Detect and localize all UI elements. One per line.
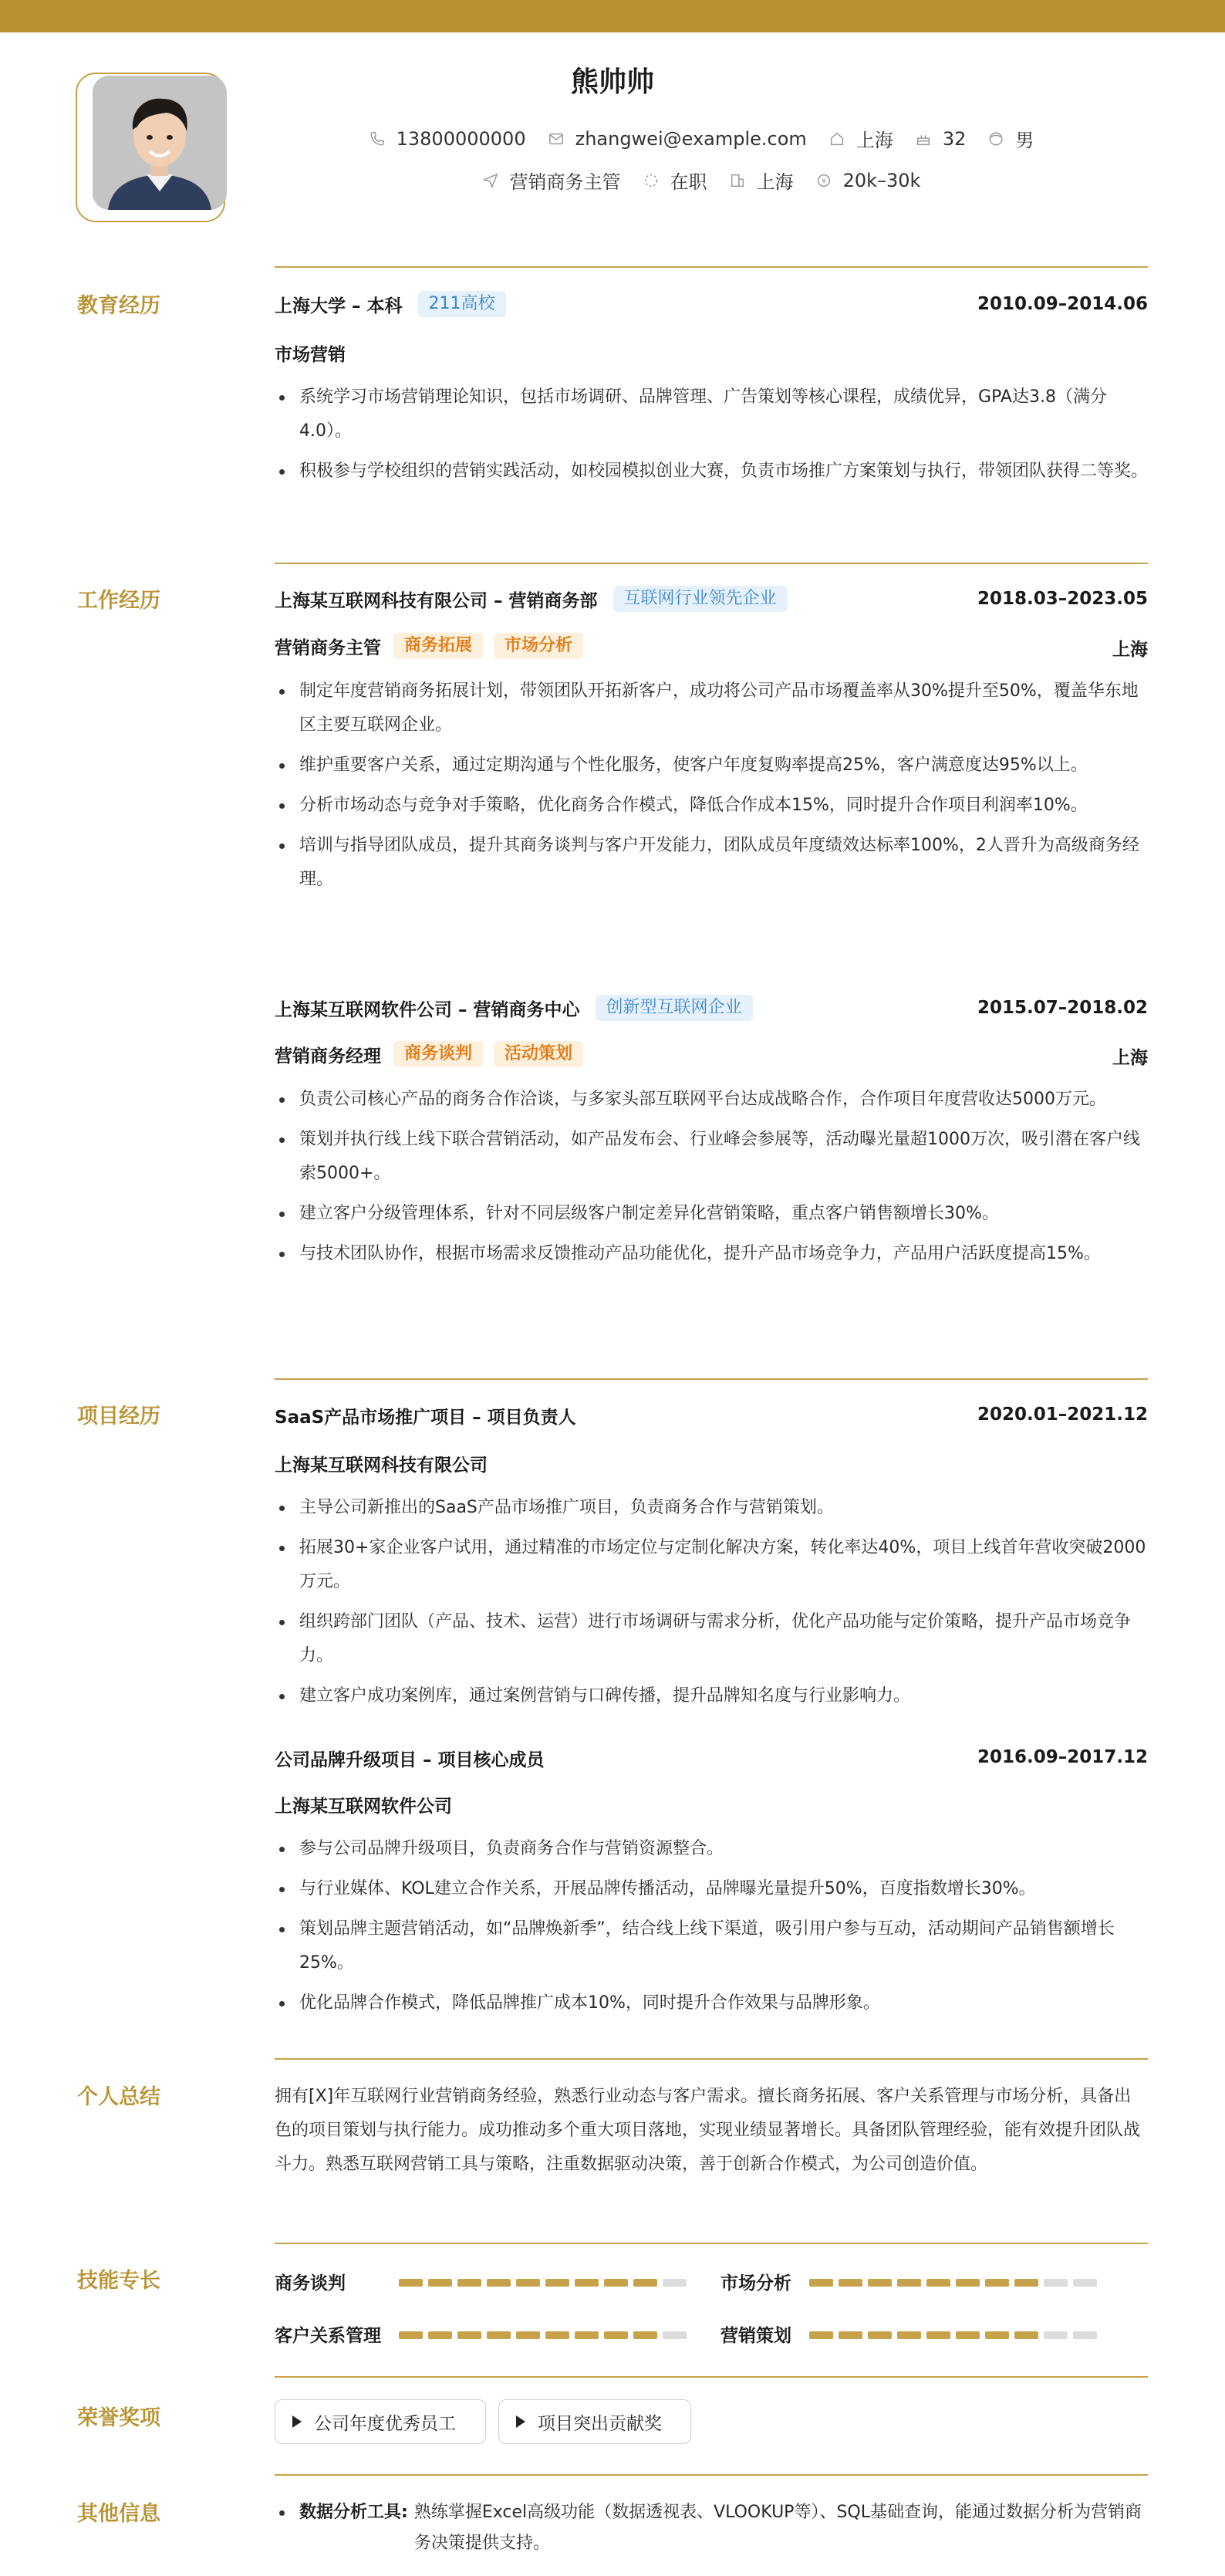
project-date: 2020.01–2021.12 xyxy=(977,1405,1148,1425)
contact-row xyxy=(0,125,1225,152)
school-tag: 211高校 xyxy=(418,291,506,317)
skill-level-bar xyxy=(809,2331,1097,2339)
svg-text:¥: ¥ xyxy=(821,177,826,186)
skill-segment-filled xyxy=(926,2279,950,2287)
list-item: 系统学习市场营销理论知识，包括市场调研、品牌管理、广告策划等核心课程，成绩优异，GPA达3.8（满分4.0）。 xyxy=(275,380,1148,448)
email-text: zhangwei@example.com xyxy=(575,127,807,150)
skill-segment-empty xyxy=(1044,2279,1068,2287)
list-item: 与技术团队协作，根据市场需求反馈推动产品功能优化，提升产品市场竞争力，产品用户活跃度提高15%。 xyxy=(275,1237,1148,1271)
list-item: 建立客户分级管理体系，针对不同层级客户制定差异化营销策略，重点客户销售额增长30%。 xyxy=(275,1197,1148,1231)
skill-segment-filled xyxy=(575,2279,599,2287)
skill-segment-filled xyxy=(633,2331,657,2339)
building-icon xyxy=(729,172,746,189)
work-company xyxy=(275,586,788,612)
skill-segment-filled xyxy=(868,2331,892,2339)
skill-segment-filled xyxy=(428,2279,452,2287)
skill-segment-filled xyxy=(516,2331,540,2339)
top-accent-bar xyxy=(0,0,1225,32)
role-title: 营销商务主管 xyxy=(275,637,381,658)
skill-segment-filled xyxy=(457,2331,481,2339)
skill-segment-filled xyxy=(604,2279,628,2287)
skill-name: 市场分析 xyxy=(720,2273,791,2294)
work-bullets xyxy=(275,674,1148,897)
list-item: 组织跨部门团队（产品、技术、运营）进行市场调研与需求分析，优化产品功能与定价策略，提升产品市场竞争力。 xyxy=(275,1605,1148,1673)
list-item xyxy=(275,2497,1148,2559)
work-date: 2018.03–2023.05 xyxy=(977,589,1148,609)
skill-segment-filled xyxy=(487,2279,511,2287)
divider xyxy=(275,2058,1148,2060)
school-name: 上海大学 – 本科 xyxy=(275,296,403,316)
play-icon xyxy=(516,2415,525,2428)
project-company: 上海某互联网科技有限公司 xyxy=(275,1455,488,1476)
list-item: 制定年度营销商务拓展计划，带领团队开拓新客户，成功将公司产品市场覆盖率从30%提升至50%，覆盖华东地区主要互联网企业。 xyxy=(275,674,1148,742)
honor-item xyxy=(275,2399,486,2444)
skill-segment-filled xyxy=(399,2279,423,2287)
hometown-text: 上海 xyxy=(855,130,893,151)
project-company: 上海某互联网软件公司 xyxy=(275,1797,452,1817)
skill-segment-filled xyxy=(633,2279,657,2287)
job-intent-row xyxy=(0,167,1225,194)
honor-label: 公司年度优秀员工 xyxy=(314,2413,456,2434)
skill-segment-filled xyxy=(516,2279,540,2287)
skill-segment-filled xyxy=(985,2279,1009,2287)
salary-text: 20k–30k xyxy=(842,169,921,191)
divider xyxy=(275,2376,1148,2378)
list-item: 优化品牌合作模式，降低品牌推广成本10%，同时提升合作效果与品牌形象。 xyxy=(275,1986,1148,2020)
skill-segment-filled xyxy=(545,2331,569,2339)
list-item: 分析市场动态与竞争对手策略，优化商务合作模式，降低合作成本15%，同时提升合作项目利润率10%。 xyxy=(275,789,1148,823)
work-role xyxy=(275,1041,583,1067)
divider xyxy=(275,1378,1148,1380)
work-location: 上海 xyxy=(1112,640,1148,660)
position-item xyxy=(482,167,621,194)
skill-segment-filled xyxy=(457,2279,481,2287)
skill-segment-filled xyxy=(399,2331,423,2339)
play-icon xyxy=(292,2415,302,2428)
list-item: 策划品牌主题营销活动，如“品牌焕新季”，结合线上线下渠道，吸引用户参与互动，活动期间产品销售额增长25%。 xyxy=(275,1912,1148,1980)
project-title: SaaS产品市场推广项目 – 项目负责人 xyxy=(275,1408,576,1428)
honor-item xyxy=(498,2399,691,2444)
skill-segment-filled xyxy=(428,2331,452,2339)
phone-icon xyxy=(369,130,386,147)
status-item xyxy=(643,167,707,194)
skill-segment-filled xyxy=(1014,2279,1038,2287)
phone-text: 13800000000 xyxy=(396,127,526,150)
skill-segment-filled xyxy=(956,2331,980,2339)
position-text: 营销商务主管 xyxy=(509,171,621,193)
work-role xyxy=(275,633,583,659)
other-info-list xyxy=(275,2497,1148,2559)
skill-tag: 商务拓展 xyxy=(393,633,483,659)
list-item: 维护重要客户关系，通过定期沟通与个性化服务，使客户年度复购率提高25%，客户满意度达95%以上。 xyxy=(275,749,1148,783)
education-school xyxy=(275,291,506,317)
divider xyxy=(275,266,1148,268)
skill-segment-filled xyxy=(839,2279,862,2287)
gender-item xyxy=(987,125,1034,152)
age-text: 32 xyxy=(942,127,967,150)
skill-segment-empty xyxy=(663,2279,687,2287)
skill-segment-empty xyxy=(1073,2331,1097,2339)
work-bullets xyxy=(275,1083,1148,1271)
education-date: 2010.09–2014.06 xyxy=(977,294,1148,314)
skill-segment-filled xyxy=(985,2331,1009,2339)
age-item xyxy=(915,128,967,150)
skill-segment-empty xyxy=(1073,2279,1097,2287)
education-bullets xyxy=(275,380,1148,488)
divider xyxy=(275,2474,1148,2476)
divider xyxy=(275,563,1148,564)
skill-segment-filled xyxy=(1014,2331,1038,2339)
candidate-name: 熊帅帅 xyxy=(570,66,654,98)
role-title: 营销商务经理 xyxy=(275,1046,381,1067)
list-item: 拓展30+家企业客户试用，通过精准的市场定位与定制化解决方案，转化率达40%，项目上线首年营收突破2000万元。 xyxy=(275,1531,1148,1599)
home-icon xyxy=(828,130,845,147)
skill-segment-filled xyxy=(897,2279,921,2287)
skill-name: 营销策划 xyxy=(720,2326,791,2346)
company-name: 上海某互联网科技有限公司 – 营销商务部 xyxy=(275,590,598,611)
section-title-summary: 个人总结 xyxy=(77,2085,160,2109)
loading-icon xyxy=(643,172,660,189)
person-face-icon xyxy=(987,130,1004,147)
salary-item xyxy=(815,170,921,191)
coin-icon xyxy=(815,172,832,189)
skill-segment-filled xyxy=(868,2279,892,2287)
list-item: 策划并执行线上线下联合营销活动，如产品发布会、行业峰会参展等，活动曝光量超1000万次，吸引潜在客户线索5000+。 xyxy=(275,1123,1148,1191)
work-company xyxy=(275,995,753,1021)
section-title-honors: 荣誉奖项 xyxy=(77,2406,160,2430)
list-item: 参与公司品牌升级项目，负责商务合作与营销资源整合。 xyxy=(275,1832,1148,1866)
work-date: 2015.07–2018.02 xyxy=(977,998,1148,1018)
skill-segment-filled xyxy=(545,2279,569,2287)
list-item: 负责公司核心产品的商务合作洽谈，与多家头部互联网平台达成战略合作，合作项目年度营收达5000万元。 xyxy=(275,1083,1148,1117)
list-item: 建立客户成功案例库，通过案例营销与口碑传播，提升品牌知名度与行业影响力。 xyxy=(275,1679,1148,1713)
education-major: 市场营销 xyxy=(275,345,346,365)
city-item xyxy=(729,167,794,194)
section-title-work: 工作经历 xyxy=(77,589,160,613)
skill-tag: 市场分析 xyxy=(494,633,583,659)
skill-name: 客户关系管理 xyxy=(275,2326,381,2346)
phone-item xyxy=(369,128,526,150)
project-date: 2016.09–2017.12 xyxy=(977,1747,1148,1767)
skill-segment-filled xyxy=(575,2331,599,2339)
skill-segment-filled xyxy=(956,2279,980,2287)
other-label: 数据分析工具: xyxy=(299,2503,408,2522)
other-text: 熟练掌握Excel高级功能（数据透视表、VLOOKUP等）、SQL基础查询，能通过数据分析为营销商务决策提供支持。 xyxy=(413,2503,1142,2553)
divider xyxy=(275,2243,1148,2244)
skill-name: 商务谈判 xyxy=(275,2273,346,2294)
skill-level-bar xyxy=(809,2279,1097,2287)
company-tag: 创新型互联网企业 xyxy=(596,995,753,1021)
skill-tag: 商务谈判 xyxy=(393,1041,483,1067)
work-location: 上海 xyxy=(1112,1048,1148,1068)
section-title-skills: 技能专长 xyxy=(77,2269,160,2293)
summary-text: 拥有[X]年互联网行业营销商务经验，熟悉行业动态与客户需求。擅长商务拓展、客户关系管理与市场分析，具备出色的项目策划与执行能力。成功推动多个重大项目落地，实现业绩显著增长。具备团队管理经验，能有效提升团队战斗力。熟悉互联网营销工具与策略，注重数据驱动决策，善于创新合作模式，为公司创造价值。 xyxy=(275,2087,1141,2174)
skill-segment-filled xyxy=(809,2331,833,2339)
skill-segment-filled xyxy=(809,2279,833,2287)
skill-level-bar xyxy=(399,2331,687,2339)
skill-segment-filled xyxy=(604,2331,628,2339)
skill-level-bar xyxy=(399,2279,687,2287)
hometown-item xyxy=(828,125,893,152)
list-item: 积极参与学校组织的营销实践活动，如校园模拟创业大赛，负责市场推广方案策划与执行，带领团队获得二等奖。 xyxy=(275,455,1148,488)
project-title: 公司品牌升级项目 – 项目核心成员 xyxy=(275,1750,545,1770)
skill-segment-filled xyxy=(839,2331,862,2339)
skill-segment-filled xyxy=(926,2331,950,2339)
skill-tag: 活动策划 xyxy=(494,1041,583,1067)
list-item: 与行业媒体、KOL建立合作关系，开展品牌传播活动，品牌曝光量提升50%，百度指数增长30%。 xyxy=(275,1872,1148,1906)
list-item: 培训与指导团队成员，提升其商务谈判与客户开发能力，团队成员年度绩效达标率100%，2人晋升为高级商务经理。 xyxy=(275,829,1148,897)
honor-label: 项目突出贡献奖 xyxy=(538,2413,662,2434)
section-title-other: 其他信息 xyxy=(77,2502,160,2526)
mail-icon xyxy=(548,130,565,147)
section-title-projects: 项目经历 xyxy=(77,1405,160,1428)
project-bullets xyxy=(275,1832,1148,2020)
list-item: 主导公司新推出的SaaS产品市场推广项目，负责商务合作与营销策划。 xyxy=(275,1491,1148,1525)
project-bullets xyxy=(275,1491,1148,1713)
city-text: 上海 xyxy=(756,171,794,193)
skill-segment-filled xyxy=(487,2331,511,2339)
status-text: 在职 xyxy=(670,171,707,193)
send-icon xyxy=(482,172,499,189)
email-item xyxy=(548,128,807,150)
section-title-education: 教育经历 xyxy=(77,294,160,318)
skill-segment-empty xyxy=(663,2331,687,2339)
skill-segment-empty xyxy=(1044,2331,1068,2339)
company-name: 上海某互联网软件公司 – 营销商务中心 xyxy=(275,999,580,1020)
gender-text: 男 xyxy=(1015,130,1034,151)
company-tag: 互联网行业领先企业 xyxy=(613,586,788,612)
cake-icon xyxy=(915,130,932,147)
skill-segment-filled xyxy=(897,2331,921,2339)
